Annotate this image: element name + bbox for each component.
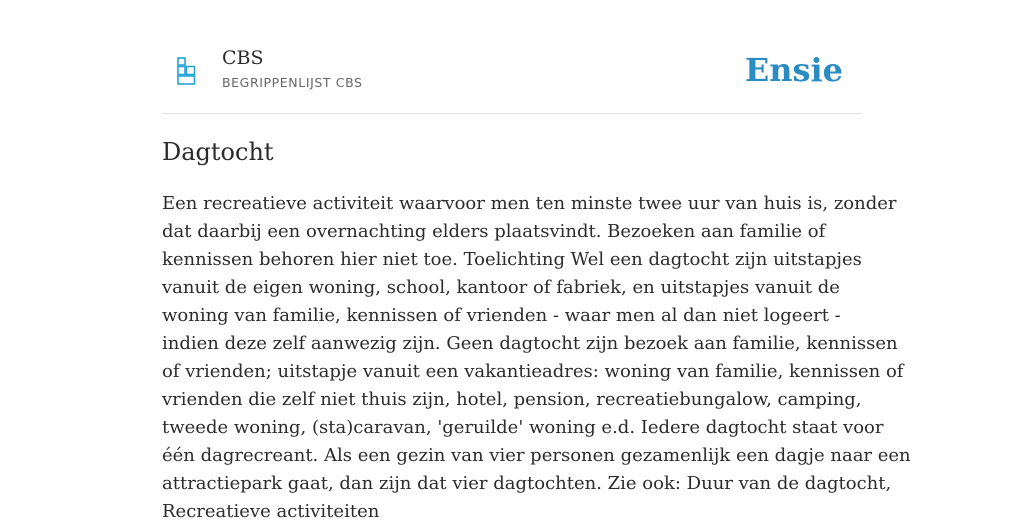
definition-line: één dagrecreant. Als een gezin van vier personen gezamenlijk een dagje naar een [162,445,911,466]
definition-text [162,190,911,526]
term-title: Dagtocht [162,138,274,166]
definition-line: tweede woning, (sta)caravan, 'geruilde' woning e.d. Iedere dagtocht staat voor [162,417,884,438]
entry-card [162,0,911,522]
entry-header [162,0,862,114]
definition-line: indien deze zelf aanwezig zijn. Geen dagtocht zijn bezoek aan familie, kennissen [162,333,898,354]
definition-line: woning van familie, kennissen of vrienden - waar men al dan niet logeert - [162,305,841,326]
site-logo-link[interactable]: Ensie [744,51,843,89]
definition-line: Recreatieve activiteiten [162,501,380,522]
cbs-logo-icon [176,56,198,86]
definition-line: vrienden die zelf niet thuis zijn, hotel, pension, recreatiebungalow, camping, [162,389,862,410]
source-title: CBS [222,47,264,69]
definition-line: Een recreatieve activiteit waarvoor men ten minste twee uur van huis is, zonder [162,193,897,214]
definition-line: kennissen behoren hier niet toe. Toelichting Wel een dagtocht zijn uitstapjes [162,249,862,270]
definition-line: of vrienden; uitstapje vanuit een vakantieadres: woning van familie, kennissen of [162,361,904,382]
definition-line: dat daarbij een overnachting elders plaatsvindt. Bezoeken aan familie of [162,221,826,242]
definition-line: vanuit de eigen woning, school, kantoor of fabriek, en uitstapjes vanuit de [162,277,840,298]
definition-line: attractiepark gaat, dan zijn dat vier dagtochten. Zie ook: Duur van de dagtocht, [162,473,892,494]
source-subtitle: BEGRIPPENLIJST CBS [222,75,363,90]
